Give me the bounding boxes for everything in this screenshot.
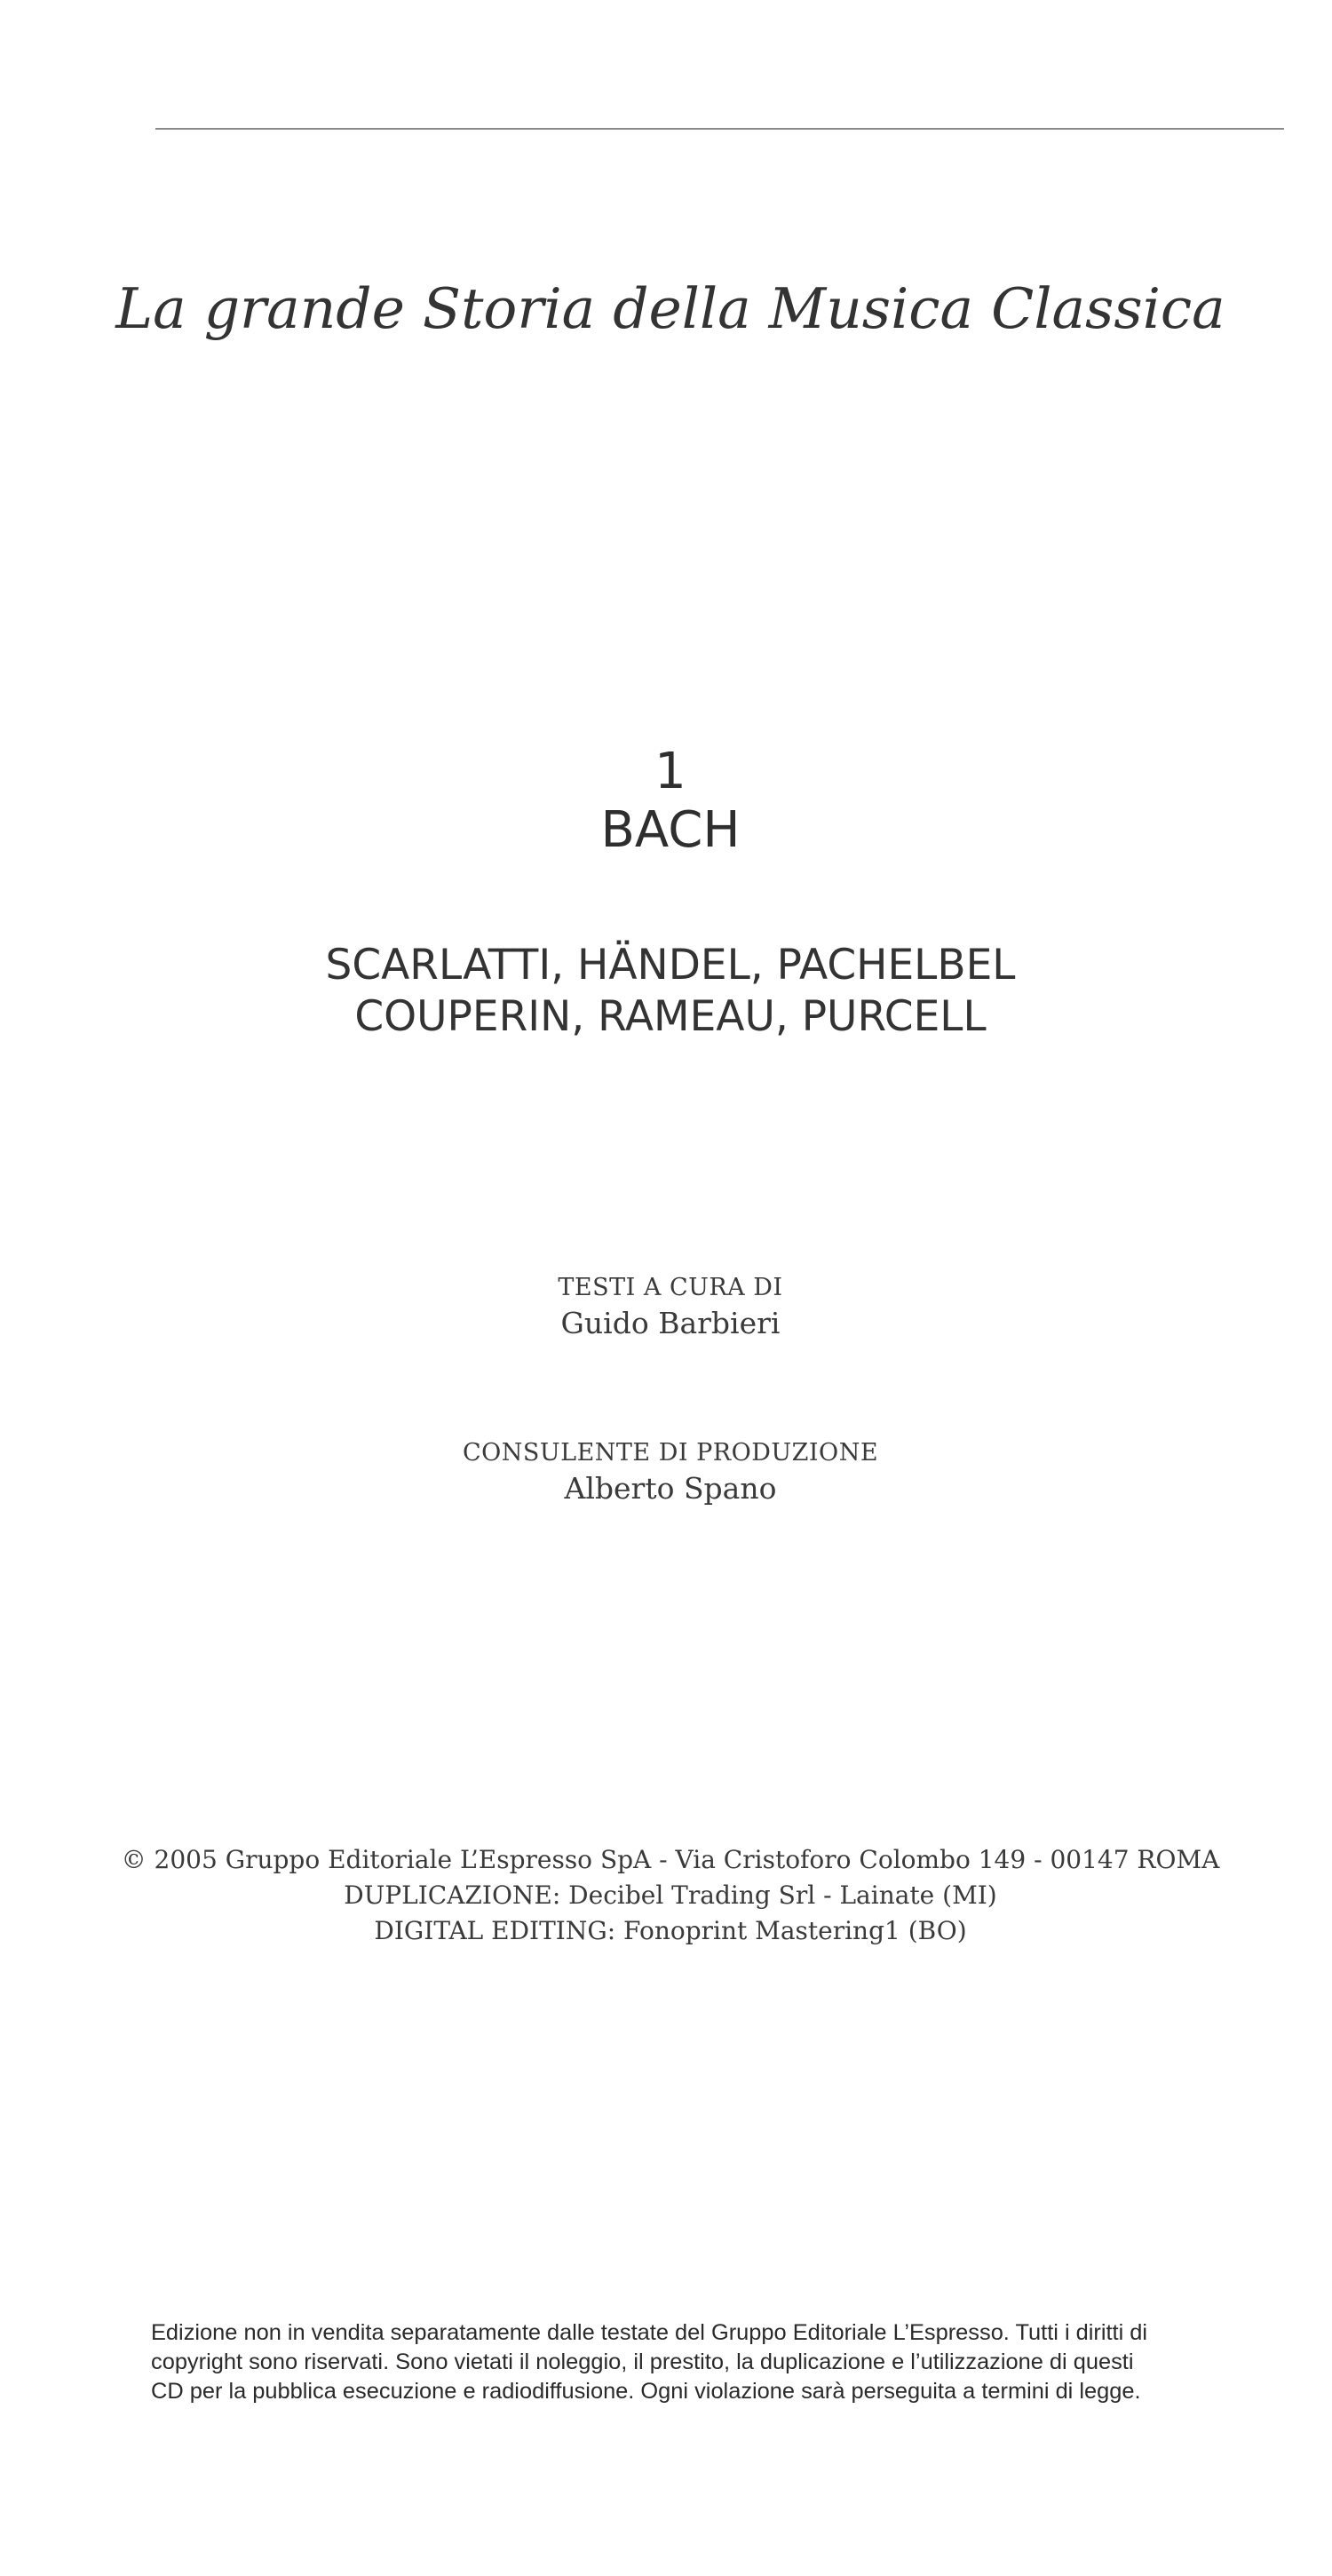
other-composers — [0, 940, 1332, 1043]
credit-consultant — [0, 1437, 1332, 1508]
credit-role: CONSULENTE DI PRODUZIONE — [462, 1439, 879, 1467]
other-composers-line: SCARLATTI, HÄNDEL, PACHELBEL — [325, 941, 1016, 990]
legal-notice-line: Edizione non in vendita separatamente dalle testate del Gruppo Editoriale L’Espresso. Tutti i diritti di — [151, 2320, 1148, 2345]
imprint — [0, 1842, 1332, 1949]
imprint-copyright: © 2005 Gruppo Editoriale L’Espresso SpA - Via Cristoforo Colombo 149 - 00147 ROMA — [121, 1845, 1220, 1874]
series-title: La grande Storia della Musica Classica — [115, 276, 1225, 341]
volume-heading — [0, 743, 1332, 860]
other-composers-line: COUPERIN, RAMEAU, PURCELL — [354, 992, 987, 1041]
credit-person: Guido Barbieri — [560, 1306, 781, 1340]
credit-texts — [0, 1272, 1332, 1343]
top-divider — [155, 128, 1284, 130]
legal-notice — [151, 2318, 1288, 2406]
credit-person: Alberto Spano — [564, 1471, 777, 1506]
imprint-duplication: DUPLICAZIONE: Decibel Trading Srl - Lainate (MI) — [344, 1880, 997, 1910]
legal-notice-line: copyright sono riservati. Sono vietati il noleggio, il prestito, la duplicazione e l’utilizzazione di questi — [151, 2349, 1134, 2374]
legal-notice-line: CD per la pubblica esecuzione e radiodiffusione. Ogni violazione sarà perseguita a termini di legge. — [151, 2379, 1141, 2404]
volume-number: 1 — [654, 743, 686, 800]
imprint-digital-editing: DIGITAL EDITING: Fonoprint Mastering1 (BO) — [374, 1916, 967, 1945]
credit-role: TESTI A CURA DI — [558, 1274, 783, 1301]
volume-composer: BACH — [600, 801, 741, 859]
